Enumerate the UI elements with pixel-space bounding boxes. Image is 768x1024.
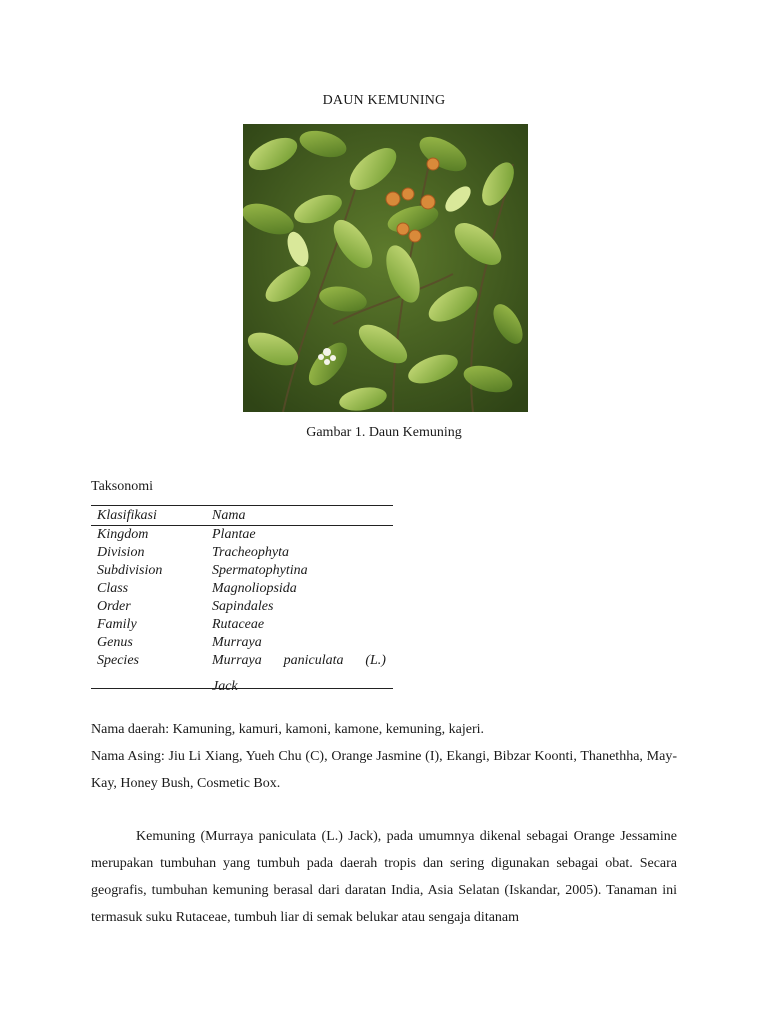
taxonomy-table — [91, 505, 393, 694]
document-title: DAUN KEMUNING — [322, 93, 446, 108]
figure-caption: Gambar 1. Daun Kemuning — [306, 425, 462, 440]
taxonomy-label: Taksonomi — [91, 479, 154, 494]
name-cell: Plantae — [212, 527, 256, 542]
rank-cell: Order — [97, 599, 131, 614]
name-cell: Rutaceae — [212, 617, 265, 632]
rank-cell: Family — [97, 617, 137, 632]
name-cell: Murraya — [212, 635, 262, 650]
kemuning-leaf-photo — [243, 124, 528, 412]
name-cell: Tracheophyta — [212, 545, 289, 560]
column-header-klasifikasi: Klasifikasi — [97, 508, 157, 523]
species-name-line — [212, 652, 386, 670]
rank-cell: Class — [97, 581, 129, 596]
nama-daerah-paragraph: Nama daerah: Kamuning, kamuri, kamoni, kamone, kemuning, kajeri. — [91, 722, 485, 737]
table-row — [91, 598, 393, 616]
species-author-cont: Jack — [212, 679, 238, 694]
species-epithet: paniculata — [283, 653, 344, 668]
rank-cell: Division — [97, 545, 145, 560]
table-row — [91, 580, 393, 598]
name-cell: Magnoliopsida — [212, 581, 297, 596]
name-cell: Sapindales — [212, 599, 274, 614]
taxonomy-table-header — [91, 506, 393, 526]
table-row — [91, 544, 393, 562]
rank-cell: Species — [97, 653, 139, 668]
table-row — [91, 616, 393, 634]
nama-asing-paragraph: Nama Asing: Jiu Li Xiang, Yueh Chu (C), Orange Jasmine (I), Ekangi, Bibzar Koonti, Thanethha, May-Kay, Honey Bush, Cosmetic Box. — [91, 749, 677, 791]
rank-cell: Genus — [97, 635, 133, 650]
species-genus: Murraya — [212, 653, 262, 668]
column-header-nama: Nama — [212, 508, 246, 523]
rank-cell: Kingdom — [97, 527, 149, 542]
table-row — [91, 634, 393, 652]
table-row-species — [91, 652, 393, 694]
name-cell: Spermatophytina — [212, 563, 308, 578]
species-name-cell — [212, 652, 393, 694]
body-paragraph: Kemuning (Murraya paniculata (L.) Jack), pada umumnya dikenal sebagai Orange Jessamine merupakan tumbuhan yang tumbuh pada daerah tropis dan sering digunakan sebagai obat. Secara geografis, tumbuhan kemuning berasal dari daratan India, Asia Selatan (Iskandar, 2005). Tanaman ini termasuk suku Rutaceae, tumbuh liar di semak belukar atau sengaja ditanam — [91, 829, 677, 925]
table-row — [91, 526, 393, 544]
rank-cell: Subdivision — [97, 563, 163, 578]
table-row — [91, 562, 393, 580]
species-author: (L.) — [365, 653, 386, 668]
